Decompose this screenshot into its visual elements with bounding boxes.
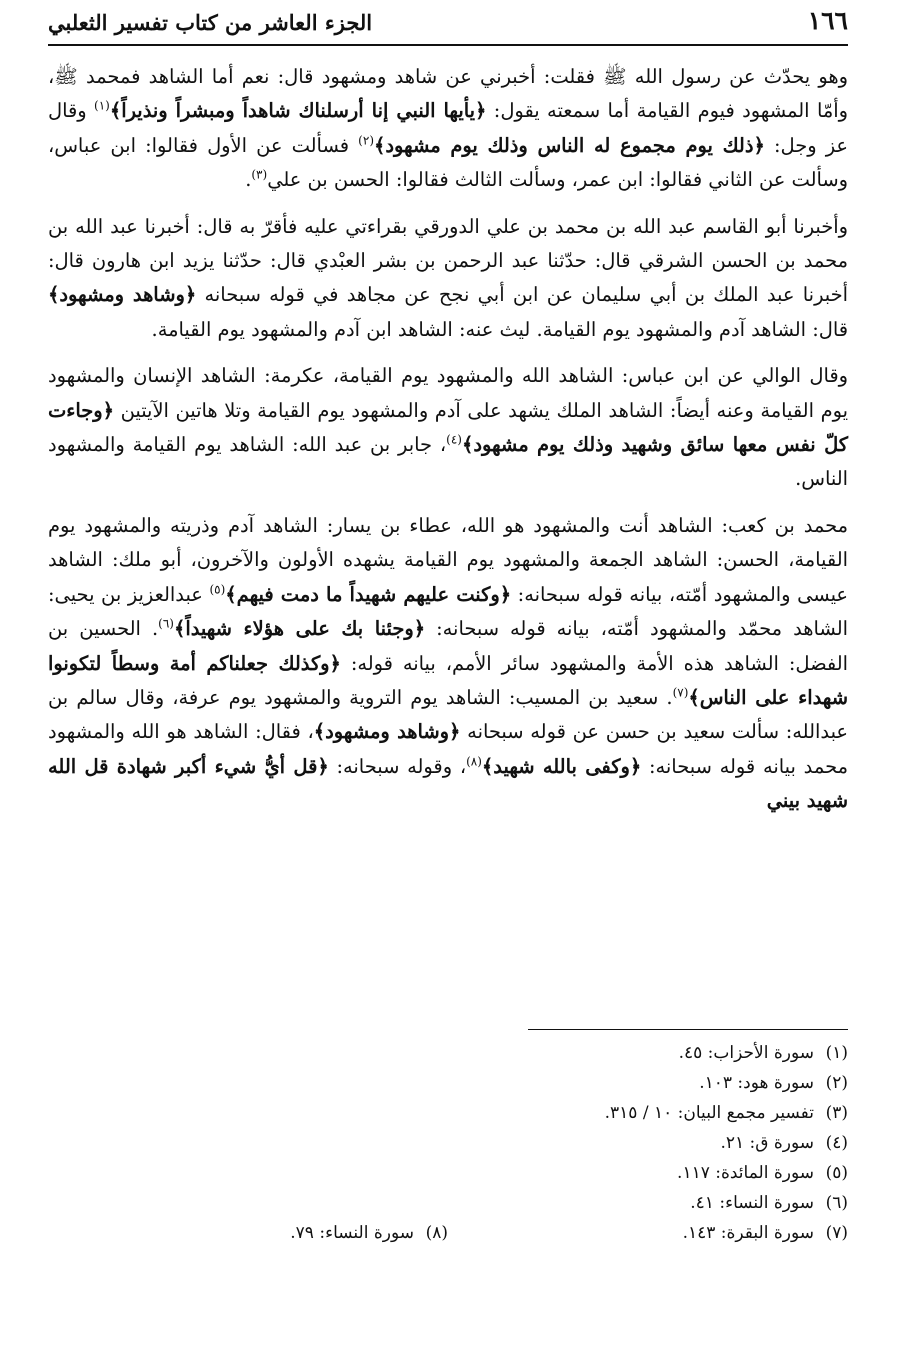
footnotes	[48, 1038, 848, 1248]
text-run: وقال الوالي عن ابن عباس: الشاهد الله والمشهود يوم القيامة، عكرمة: الشاهد الإنسان والمشهود يوم القيامة وعنه أيضاً: الشاهد الملك يشهد على آدم والمشهود يوم القيامة وتلا هاتين الآيتين	[48, 364, 848, 422]
text-run: .	[245, 168, 252, 192]
paragraph	[48, 210, 848, 348]
header-rule	[48, 44, 848, 46]
footnote-text: سورة ق: ٢١.	[720, 1133, 814, 1153]
footnote-text: تفسير مجمع البيان: ١٠ / ٣١٥.	[604, 1103, 814, 1123]
footnote-ref: (٢)	[358, 133, 374, 148]
footnote-item	[48, 1218, 448, 1248]
text-run: ، فقال: الشاهد هو الله والمشهود محمد بيانه قوله سبحانه:	[48, 720, 848, 778]
text-run: محمد بن كعب: الشاهد أنت والمشهود هو الله، عطاء بن يسار: الشاهد آدم وذريته والمشهود يوم القيامة، الحسن: الشاهد الجمعة والمشهود يوم القيامة يشهده الأولون والآخرون، أبو ملك: الشاهد عيسى والمشهود أمّته، بيانه قوله سبحانه:	[48, 513, 848, 606]
text-run: . سعيد بن المسيب: الشاهد يوم التروية والمشهود يوم عرفة، وقال سالم بن عبدالله: سألت سعيد بن حسن عن قوله سبحانه	[48, 685, 849, 744]
paragraph	[48, 359, 848, 497]
footnote-rule	[528, 1029, 848, 1030]
footnote-item	[48, 1128, 848, 1158]
footnote-text: سورة النساء: ٧٩.	[290, 1223, 414, 1243]
quran-quote: ﴿ذلك يوم مجموع له الناس وذلك يوم مشهود﴾	[374, 133, 765, 157]
quran-quote: ﴿وكفى بالله شهيد﴾	[481, 754, 642, 778]
text-run: وأخبرنا أبو القاسم عبد الله بن محمد بن علي الدورقي بقراءتي عليه فأقرّ به قال: أخبرنا عبد الله بن محمد بن الحسن الشرقي قال: حدّثنا عبد الرحمن بن بشر العبْدي قال: حدّثنا يزيد ابن هارون قال: أخبرنا عبد الملك بن أبي سليمان عن ابن أبي نجح عن مجاهد في قوله سبحانه	[48, 214, 848, 307]
footnote-text: سورة هود: ١٠٣.	[699, 1073, 814, 1093]
footnote-number: (١)	[825, 1043, 848, 1063]
footnote-ref: (٥)	[209, 582, 226, 597]
text-run: عبدالعزيز بن يحيى: الشاهد محمّد والمشهود أمّته، بيانه قوله سبحانه:	[48, 582, 848, 641]
footnote-item	[48, 1098, 848, 1128]
text-run: وقال عز وجل:	[48, 99, 848, 157]
text-run: قال: الشاهد آدم والمشهود يوم القيامة. ليث عنه: الشاهد ابن آدم والمشهود يوم القيامة.	[151, 317, 848, 341]
quran-quote: ﴿يأيها النبي إنا أرسلناك شاهداً ومبشراً ونذيراً﴾	[109, 99, 487, 123]
footnote-text: سورة البقرة: ١٤٣.	[682, 1223, 814, 1243]
running-title: الجزء العاشر من كتاب تفسير الثعلبي	[48, 10, 373, 35]
quran-quote: ﴿وكذلك جعلناكم أمة وسطاً لتكونوا شهداء على الناس﴾	[48, 651, 848, 709]
text-run: ، جابر بن عبد الله: الشاهد يوم القيامة والمشهود الناس.	[48, 433, 848, 491]
text-run: وهو يحدّث عن رسول الله ﷺ فقلت: أخبرني عن شاهد ومشهود قال: نعم أما الشاهد فمحمد ﷺ، وأمّا المشهود فيوم القيامة أما سمعته يقول:	[48, 65, 848, 123]
footnote-ref: (٨)	[466, 754, 482, 769]
quran-quote: ﴿وكنت عليهم شهيداً ما دمت فيهم﴾	[225, 582, 512, 606]
footnote-text: سورة النساء: ٤١.	[690, 1193, 814, 1213]
paragraph	[48, 509, 848, 819]
footnote-number: (٥)	[825, 1163, 848, 1183]
footnote-ref: (٤)	[446, 432, 462, 447]
footnote-number: (٧)	[825, 1223, 848, 1243]
quran-quote: ﴿قل أيُّ شيء أكبر شهادة قل الله شهيد بيني	[48, 754, 848, 813]
footnote-item	[48, 1038, 848, 1068]
page-header	[48, 6, 848, 46]
footnote-ref: (٧)	[672, 685, 689, 700]
footnote-text: سورة الأحزاب: ٤٥.	[678, 1043, 814, 1063]
footnote-number: (٨)	[425, 1223, 448, 1243]
footnote-ref: (٦)	[158, 616, 174, 631]
footnote-item	[448, 1218, 848, 1248]
footnote-number: (٤)	[825, 1133, 848, 1153]
footnote-item	[48, 1158, 848, 1188]
footnote-row	[48, 1218, 848, 1248]
paragraph	[48, 60, 848, 198]
text-run: فسألت عن الأول فقالوا: ابن عباس، وسألت عن الثاني فقالوا: ابن عمر، وسألت الثالث فقالوا: الحسن بن علي	[48, 133, 848, 192]
footnote-number: (٦)	[825, 1193, 848, 1213]
footnote-ref: (٣)	[251, 167, 268, 182]
footnote-item	[48, 1188, 848, 1218]
quran-quote: ﴿وجئنا بك على هؤلاء شهيداً﴾	[173, 617, 426, 641]
main-text	[48, 60, 848, 831]
page-number: ١٦٦	[807, 6, 848, 35]
footnote-number: (٣)	[825, 1103, 848, 1123]
text-run: . الحسين بن الفضل: الشاهد هذه الأمة والمشهود سائر الأمم، بيانه قوله:	[48, 617, 848, 675]
footnote-number: (٢)	[825, 1073, 848, 1093]
quran-quote: ﴿وشاهد ومشهود﴾	[313, 720, 461, 744]
text-run: ، وقوله سبحانه:	[328, 754, 467, 778]
footnote-ref: (١)	[94, 98, 110, 113]
footnote-text: سورة المائدة: ١١٧.	[677, 1163, 814, 1183]
quran-quote: ﴿وجاءت كلّ نفس معها سائق وشهيد وذلك يوم مشهود﴾	[48, 398, 848, 457]
quran-quote: ﴿وشاهد ومشهود﴾	[48, 283, 197, 307]
footnote-item	[48, 1068, 848, 1098]
